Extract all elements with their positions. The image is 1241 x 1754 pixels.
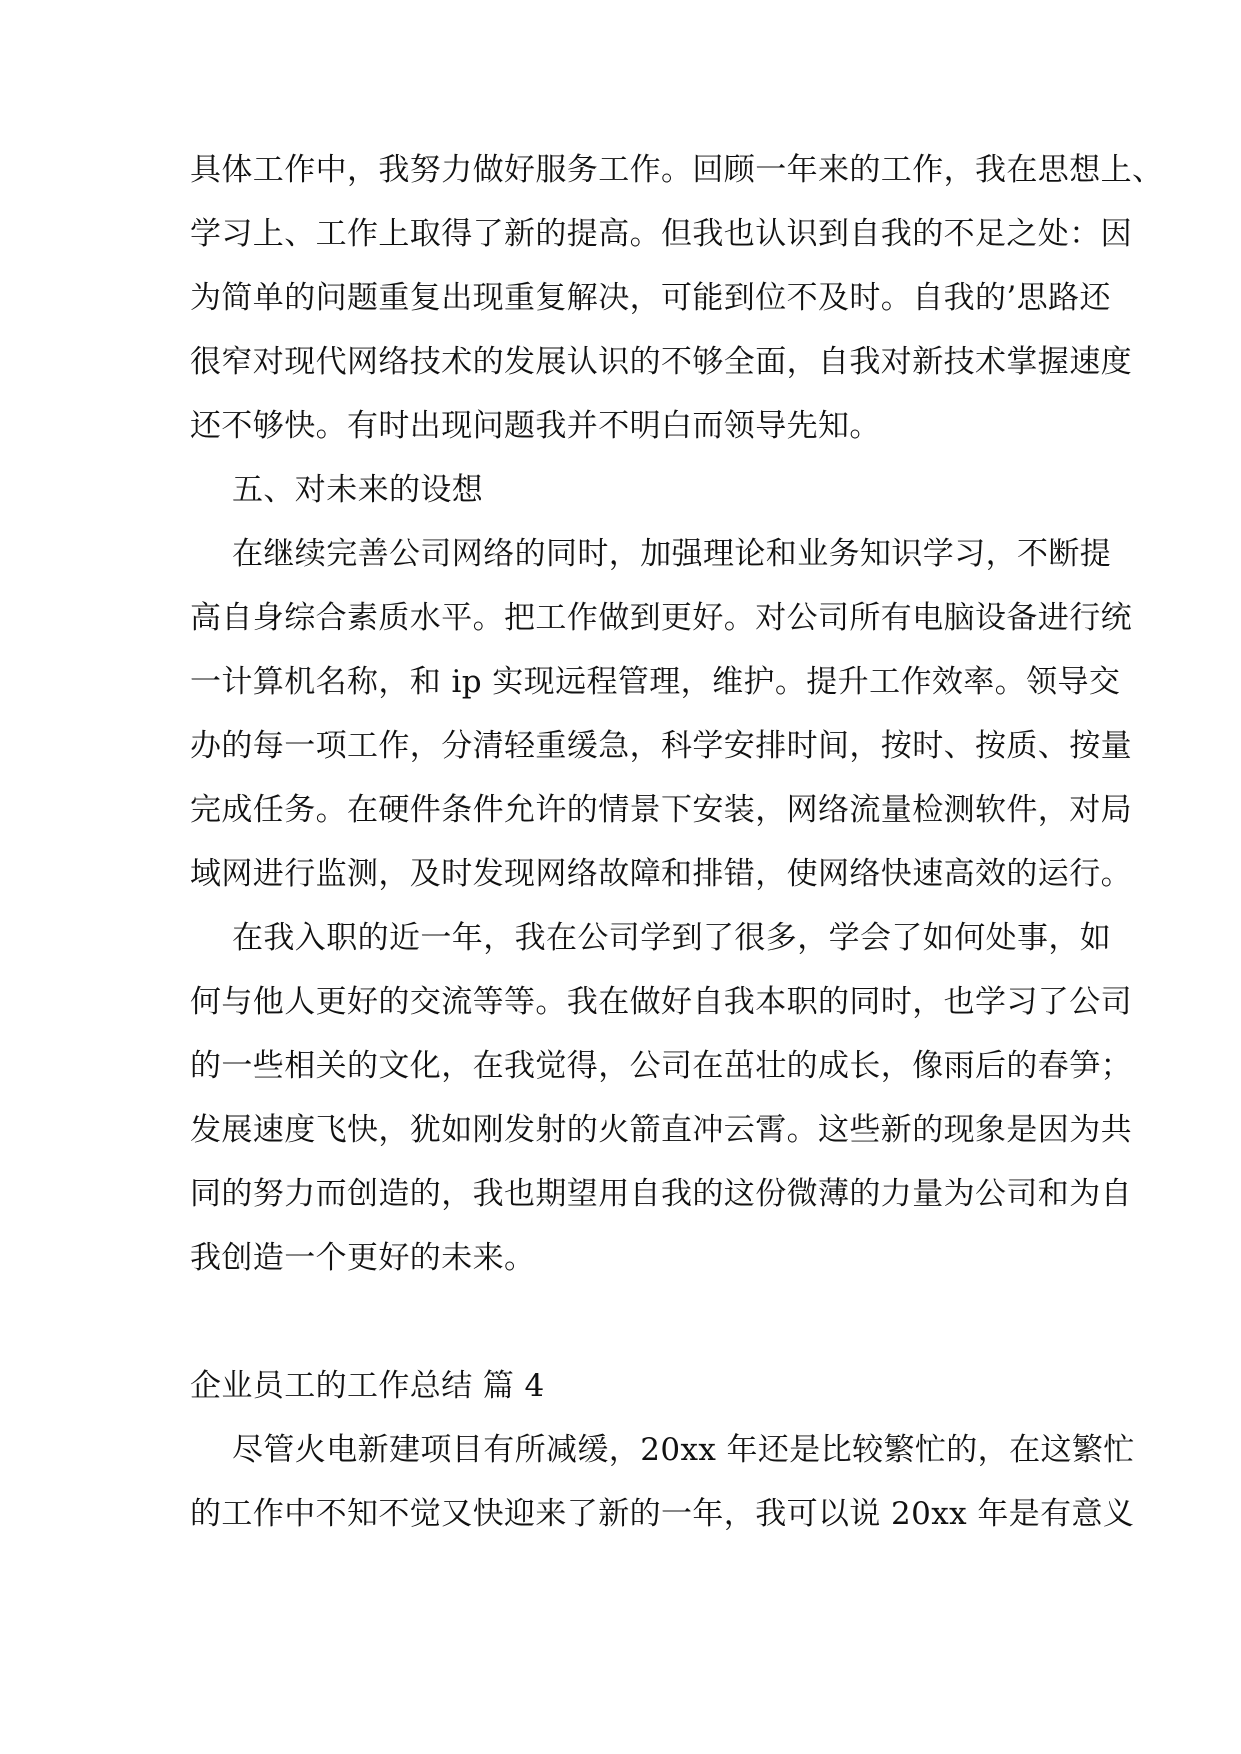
paragraph-line: 何与他人更好的交流等等。我在做好自我本职的同时，也学习了公司 (190, 984, 1132, 1020)
article-title: 企业员工的工作总结 篇 4 (190, 1368, 545, 1404)
paragraph-line: 在继续完善公司网络的同时，加强理论和业务知识学习，不断提 (232, 536, 1112, 572)
paragraph-line: 同的努力而创造的，我也期望用自我的这份微薄的力量为公司和为自 (190, 1176, 1132, 1212)
paragraph-line: 办的每一项工作，分清轻重缓急，科学安排时间，按时、按质、按量 (190, 728, 1132, 764)
paragraph-line: 我创造一个更好的未来。 (190, 1240, 536, 1276)
paragraph-line: 为简单的问题重复出现重复解决，可能到位不及时。自我的’思路还 (190, 280, 1111, 316)
paragraph-line: 还不够快。有时出现问题我并不明白而领导先知。 (190, 408, 881, 444)
paragraph-line: 高自身综合素质水平。把工作做到更好。对公司所有电脑设备进行统 (190, 600, 1132, 636)
paragraph-line: 的工作中不知不觉又快迎来了新的一年，我可以说 20xx 年是有意义 (190, 1496, 1135, 1532)
section-heading: 五、对未来的设想 (232, 472, 484, 508)
paragraph-line: 尽管火电新建项目有所减缓，20xx 年还是比较繁忙的，在这繁忙 (232, 1432, 1135, 1468)
paragraph-line: 完成任务。在硬件条件允许的情景下安装，网络流量检测软件，对局 (190, 792, 1132, 828)
paragraph-line: 学习上、工作上取得了新的提高。但我也认识到自我的不足之处：因 (190, 216, 1132, 252)
paragraph-line: 具体工作中，我努力做好服务工作。回顾一年来的工作，我在思想上、 (190, 152, 1164, 188)
paragraph-line: 很窄对现代网络技术的发展认识的不够全面，自我对新技术掌握速度 (190, 344, 1132, 380)
paragraph-line: 的一些相关的文化，在我觉得，公司在茁壮的成长，像雨后的春笋； (190, 1048, 1132, 1084)
paragraph-line: 域网进行监测，及时发现网络故障和排错，使网络快速高效的运行。 (190, 856, 1132, 892)
paragraph-line: 发展速度飞快，犹如刚发射的火箭直冲云霄。这些新的现象是因为共 (190, 1112, 1132, 1148)
paragraph-line: 在我入职的近一年，我在公司学到了很多，学会了如何处事，如 (232, 920, 1112, 956)
paragraph-line: 一计算机名称，和 ip 实现远程管理，维护。提升工作效率。领导交 (190, 664, 1121, 700)
